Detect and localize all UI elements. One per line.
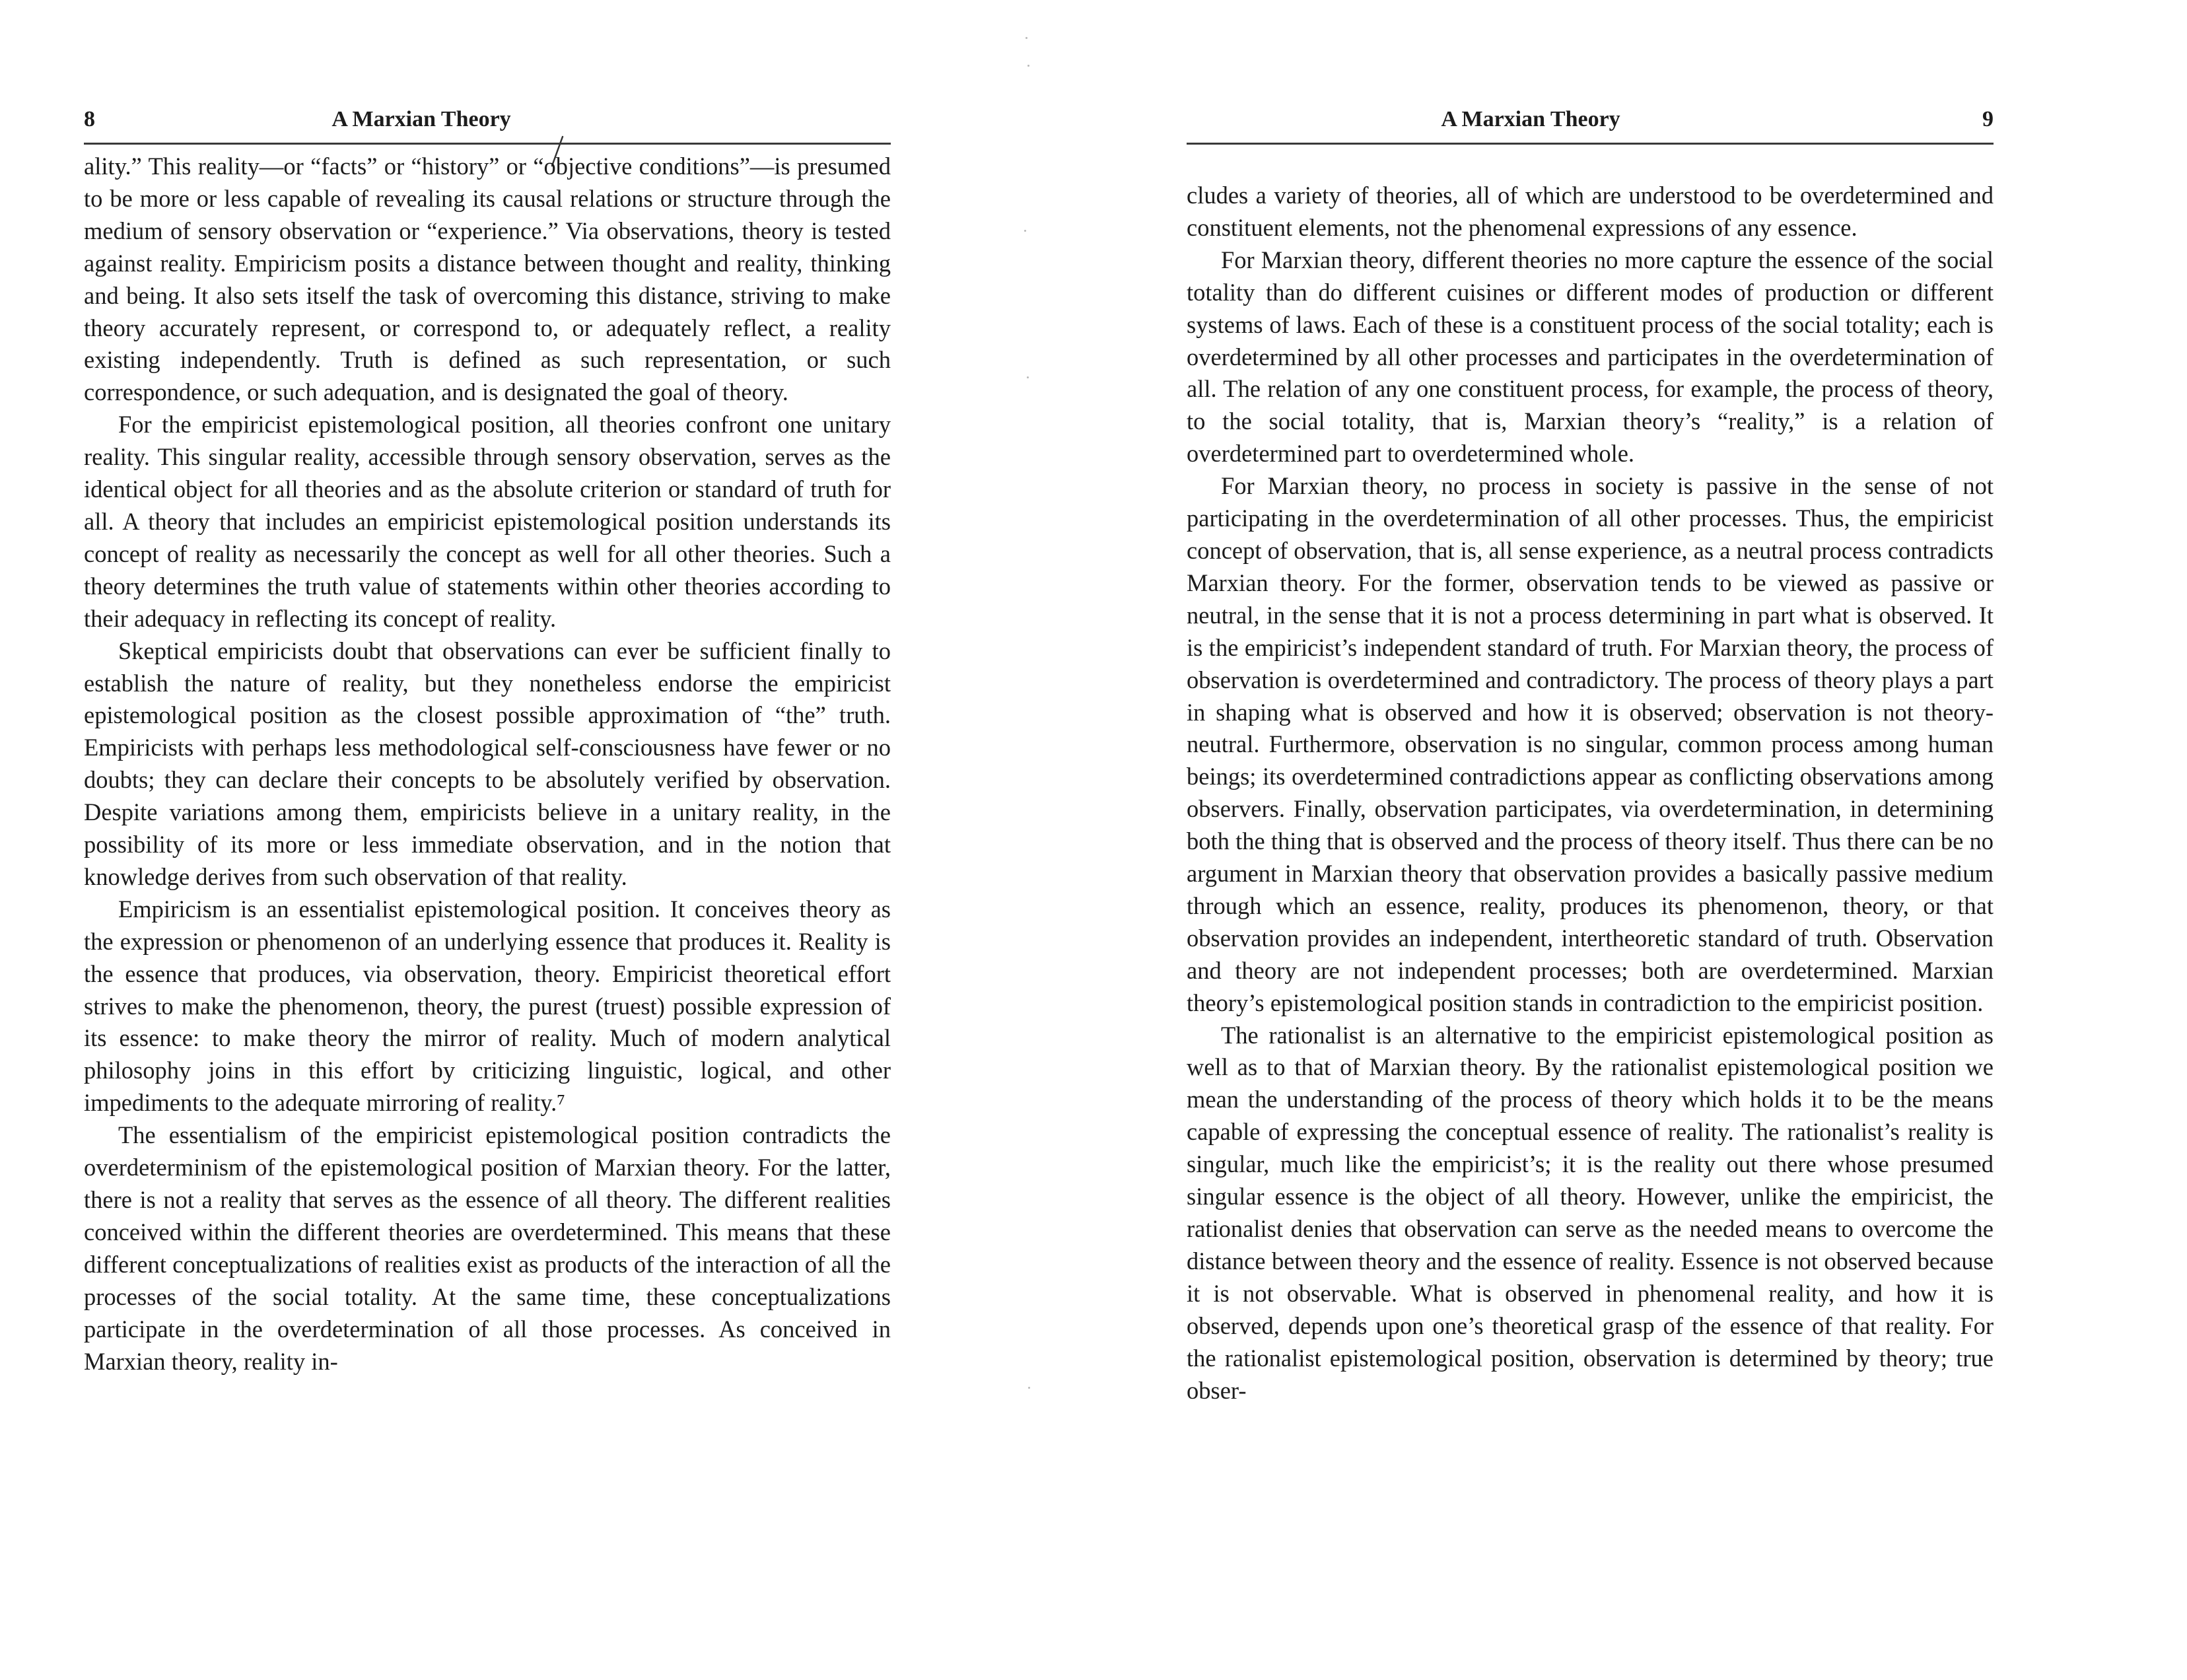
paragraph: The essentialism of the empiricist epistemological position contradicts the overdeterminism of the epistemological position of Marxian theory. For the latter, there is not a reality that serves as the essence of all theory. The different realities conceived within the different theories are overdetermined. This means that these different conceptualizations of realities exist as products of the interaction of all the processes of the social totality. At the same time, these conceptualizations participate in the overdetermination of all those processes. As conceived in Marxian theory, reality in- [84,1121,891,1375]
right-page-number: 9 [1982,107,1994,131]
scan-speck [1025,37,1027,39]
paragraph: ality.” This reality—or “facts” or “history” or “objective conditions”—is presumed to be more or less capable of revealing its causal relations or structure through the medium of sensory observation or “experience.” Via observations, theory is tested against reality. Empiricism posits a distance between thought and reality, thinking and being. It also sets itself the task of overcoming this distance, striving to make theory accurately represent, or correspond to, or adequately reflect, a reality existing independently. Truth is defined as such representation, or such correspondence, or such adequation, and is designated the goal of theory. [84,153,891,406]
scan-speck [1027,376,1029,378]
right-page-header [1187,100,1994,145]
left-page-header [84,100,891,145]
paragraph: The rationalist is an alternative to the empiricist epistemological position as well as to that of Marxian theory. By the rationalist epistemological position we mean the understanding of the process of theory which holds it to be the means capable of expressing the conceptual essence of reality. The rationalist’s reality is singular, much like the empiricist’s; it is the reality out there whose presumed singular essence is the object of all theory. However, unlike the empiricist, the rationalist denies that observation can serve as the needed means to overcome the distance between theory and the essence of reality. Essence is not observed because it is not observable. What is observed in phenomenal reality, and how it is observed, depends upon one’s theoretical grasp of the essence of that reality. For the rationalist epistemological position, observation is determined by theory; true obser- [1187,1021,1994,1404]
paragraph: cludes a variety of theories, all of which are understood to be overdetermined and constituent elements, not the phenomenal expressions of any essence. [1187,182,1994,241]
right-running-head: A Marxian Theory [1441,107,1620,131]
paragraph: For Marxian theory, no process in society is passive in the sense of not participating in the overdetermination of all other processes. Thus, the empiricist concept of observation, that is, all sense experience, as a neutral process contradicts Marxian theory. For the former, observation tends to be viewed as passive or neutral, in the sense that it is not a process determining in part what is observed. It is the empiricist’s independent standard of truth. For Marxian theory, the process of observation is overdetermined and contradictory. The process of theory plays a part in shaping what is observed and how it is observed; observation is not theory-neutral. Furthermore, observation is no singular, common process among human beings; its overdetermined contradictions appear as conflicting observations among observers. Finally, observation participates, via overdetermination, in determining both the thing that is observed and the process of theory itself. Thus there can be no argument in Marxian theory that observation provides a basically passive medium through which an essence, reality, produces its phenomenon, theory, or that observation provides an independent, intertheoretic standard of truth. Observation and theory are not independent processes; both are overdetermined. Marxian theory’s epistemological position stands in contradiction to the empiricist position. [1187,472,1994,1016]
left-page-body [84,151,891,1378]
paragraph: Skeptical empiricists doubt that observations can ever be sufficient finally to establish the nature of reality, but they nonetheless endorse the empiricist epistemological position as the closest possible approximation of “the” truth. Empiricists with perhaps less methodological self-consciousness have fewer or no doubts; they can declare their concepts to be absolutely verified by observation. Despite variations among them, empiricists believe in a unitary reality, in the possibility of its more or less immediate observation, and in the notion that knowledge derives from such observation of that reality. [84,637,891,890]
right-page-body [1187,180,1994,1407]
paragraph: Empiricism is an essentialist epistemological position. It conceives theory as the expression or phenomenon of an underlying essence that produces it. Reality is the essence that produces, via observation, theory. Empiricist theoretical effort strives to make the phenomenon, theory, the purest (truest) possible expression of its essence: to make theory the mirror of reality. Much of modern analytical philosophy joins in this effort by criticizing linguistic, logical, and other impediments to the adequate mirroring of reality.⁷ [84,895,891,1117]
scan-speck [1028,1387,1030,1389]
scan-speck [1027,65,1029,67]
paragraph: For Marxian theory, different theories no more capture the essence of the social totality than do different cuisines or different modes of production or different systems of laws. Each of these is a constituent process of the social totality; each is overdetermined by all other processes and participates in the overdetermination of all. The relation of any one constituent process, for example, the process of theory, to the social totality, that is, Marxian theory’s “reality,” is a relation of overdetermined part to overdetermined whole. [1187,246,1994,468]
left-page [84,0,891,1680]
scan-speck [1024,230,1026,232]
left-page-number: 8 [84,107,95,131]
paragraph: For the empiricist epistemological position, all theories confront one unitary reality. This singular reality, accessible through sensory observation, serves as the identical object for all theories and as the absolute criterion or standard of truth for all. A theory that includes an empiricist epistemological position understands its concept of reality as necessarily the concept as well for all other theories. Such a theory determines the truth value of statements within other theories according to their adequacy in reflecting its concept of reality. [84,411,891,632]
right-page [1187,0,1994,1680]
left-running-head: A Marxian Theory [331,107,511,131]
